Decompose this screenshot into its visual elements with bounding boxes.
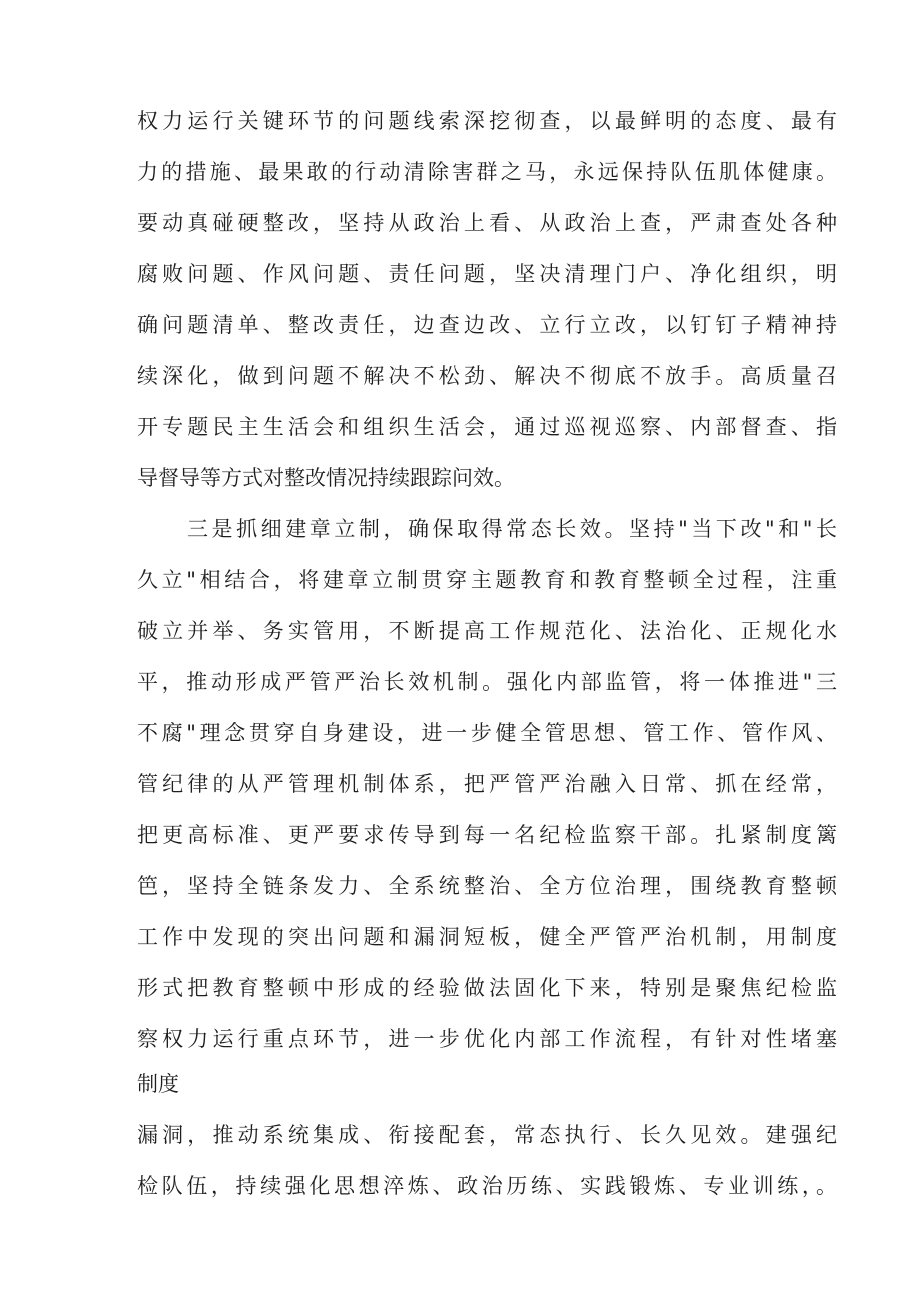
paragraph-line: 不腐"理念贯穿自身建设，进一步健全管思想、管工作、管作风、 — [137, 721, 837, 745]
paragraph-line: 腐败问题、作风问题、责任问题，坚决清理门户、净化组织，明 — [137, 262, 837, 286]
paragraph-line: 力的措施、最果敢的行动清除害群之马，永远保持队伍肌体健康。 — [137, 160, 837, 184]
paragraph-line: 察权力运行重点环节，进一步优化内部工作流程，有针对性堵塞 — [137, 1027, 837, 1051]
paragraph-line: 漏洞，推动系统集成、衔接配套，常态执行、长久见效。建强纪 — [137, 1123, 837, 1147]
paragraph-line: 管纪律的从严管理机制体系，把严管严治融入日常、抓在经常， — [137, 772, 837, 796]
paragraph-line: 权力运行关键环节的问题线索深挖彻查，以最鲜明的态度、最有 — [137, 109, 837, 133]
paragraph-line: 破立并举、务实管用，不断提高工作规范化、法治化、正规化水 — [137, 619, 837, 643]
paragraph-line: 工作中发现的突出问题和漏洞短板，健全严管严治机制，用制度 — [137, 925, 837, 949]
paragraph-line: 把更高标准、更严要求传导到每一名纪检监察干部。扎紧制度篱 — [137, 823, 837, 847]
paragraph-line: 开专题民主生活会和组织生活会，通过巡视巡察、内部督查、指 — [137, 415, 837, 439]
paragraph-line: 形式把教育整顿中形成的经验做法固化下来，特别是聚焦纪检监 — [137, 976, 837, 1000]
paragraph-first-line: 三是抓细建章立制，确保取得常态长效。坚持"当下改"和"长 — [187, 517, 837, 541]
paragraph-line: 要动真碰硬整改，坚持从政治上看、从政治上查，严肃查处各种 — [137, 211, 837, 235]
paragraph-line: 制度 — [137, 1072, 179, 1096]
paragraph-line: 确问题清单、整改责任，边查边改、立行立改，以钉钉子精神持 — [137, 313, 837, 337]
paragraph-line: 平，推动形成严管严治长效机制。强化内部监管，将一体推进"三 — [137, 670, 837, 694]
paragraph-line: 检队伍，持续强化思想淬炼、政治历练、实践锻炼、专业训练，。 — [137, 1174, 837, 1198]
paragraph-line: 笆，坚持全链条发力、全系统整治、全方位治理，围绕教育整顿 — [137, 874, 837, 898]
paragraph-line: 久立"相结合，将建章立制贯穿主题教育和教育整顿全过程，注重 — [137, 568, 837, 592]
paragraph-line: 续深化，做到问题不解决不松劲、解决不彻底不放手。高质量召 — [137, 364, 837, 388]
paragraph-line: 导督导等方式对整改情况持续跟踪问效。 — [137, 466, 515, 490]
